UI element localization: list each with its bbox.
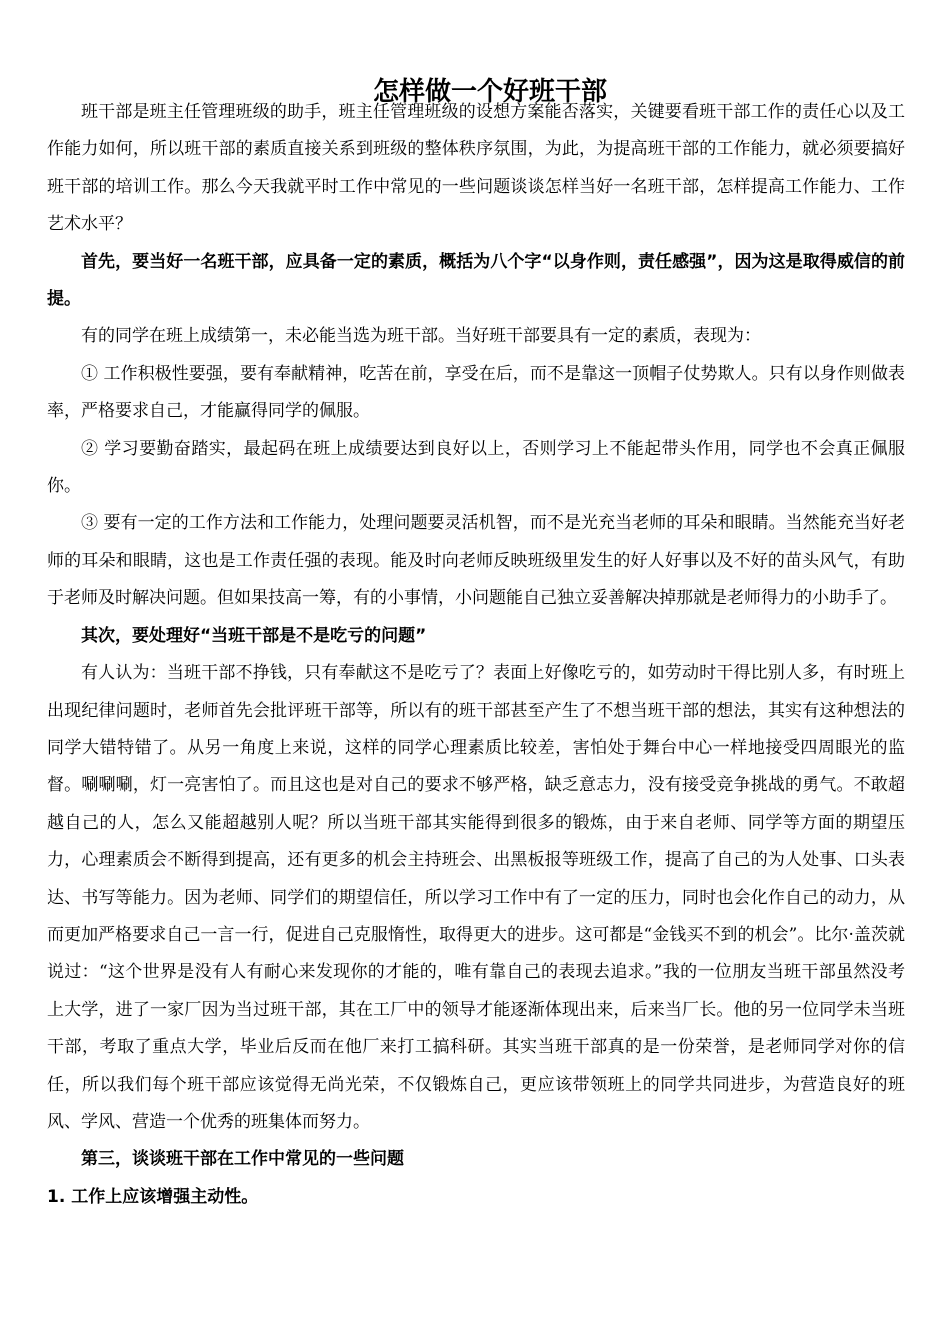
section-two-heading: 其次，要处理好“当班干部是不是吃亏的问题”	[81, 625, 427, 646]
intro-paragraph: 班干部是班主任管理班级的助手，班主任管理班级的设想方案能否落实，关键要看班干部工作的责任心以及工作能力如何，所以班干部的素质直接关系到班级的整体秩序氛围，为此，为提高班干部的工作能力，就必须要搞好班干部的培训工作。那么今天我就平时工作中常见的一些问题谈谈怎样当好一名班干部，怎样提高工作能力、工作艺术水平？	[47, 102, 905, 235]
list-item-1: ① 工作积极性要强，要有奉献精神，吃苦在前，享受在后，而不是靠这一顶帽子仗势欺人。只有以身作则做表率，严格要求自己，才能赢得同学的佩服。	[47, 363, 905, 422]
section-three-heading: 第三，谈谈班干部在工作中常见的一些问题	[81, 1149, 404, 1170]
document-body	[47, 94, 905, 1216]
section-two-paragraph: 有人认为：当班干部不挣钱，只有奉献这不是吃亏了？表面上好像吃亏的，如劳动时干得比别人多，有时班上出现纪律问题时，老师首先会批评班干部等，所以有的班干部甚至产生了不想当班干部的想法，其实有这种想法的同学大错特错了。从另一角度上来说，这样的同学心理素质比较差，害怕处于舞台中心一样地接受四周眼光的监督。唰唰唰，灯一亮害怕了。而且这也是对自己的要求不够严格，缺乏意志力，没有接受竞争挑战的勇气。不敢超越自己的人，怎么又能超越别人呢？所以当班干部其实能得到很多的锻炼，由于来自老师、同学等方面的期望压力，心理素质会不断得到提高，还有更多的机会主持班会、出黑板报等班级工作，提高了自己的为人处事、口头表达、书写等能力。因为老师、同学们的期望信任，所以学习工作中有了一定的压力，同时也会化作自己的动力，从而更加严格要求自己一言一行，促进自己克服惰性，取得更大的进步。这可都是“金钱买不到的机会”。比尔·盖茨就说过：“这个世界是没有人有耐心来发现你的才能的，唯有靠自己的表现去追求。”我的一位朋友当班干部虽然没考上大学，进了一家厂因为当过班干部，其在工厂中的领导才能逐渐体现出来，后来当厂长。他的另一位同学未当班干部，考取了重点大学，毕业后反而在他厂来打工搞科研。其实当班干部真的是一份荣誉，是老师同学对你的信任，所以我们每个班干部应该觉得无尚光荣，不仅锻炼自己，更应该带领班上的同学共同进步，为营造良好的班风、学风、营造一个优秀的班集体而努力。	[47, 663, 905, 1132]
qualities-intro-paragraph: 有的同学在班上成绩第一，未必能当选为班干部。当好班干部要具有一定的素质，表现为：	[81, 326, 761, 347]
list-item-2: ② 学习要勤奋踏实，最起码在班上成绩要达到良好以上，否则学习上不能起带头作用，同学也不会真正佩服你。	[47, 438, 905, 497]
list-item-3: ③ 要有一定的工作方法和工作能力，处理问题要灵活机智，而不是光充当老师的耳朵和眼睛。当然能充当好老师的耳朵和眼睛，这也是工作责任强的表现。能及时向老师反映班级里发生的好人好事以及不好的苗头风气，有助于老师及时解决问题。但如果技高一筹，有的小事情，小问题能自己独立妥善解决掉那就是老师得力的小助手了。	[47, 513, 905, 609]
document-title: 怎样做一个好班干部	[372, 77, 607, 108]
section-one-heading: 首先，要当好一名班干部，应具备一定的素质，概括为八个字“以身作则，责任感强”，因为这是取得威信的前提。	[47, 251, 905, 310]
subsection-1-heading: 1. 工作上应该增强主动性。	[47, 1186, 259, 1207]
